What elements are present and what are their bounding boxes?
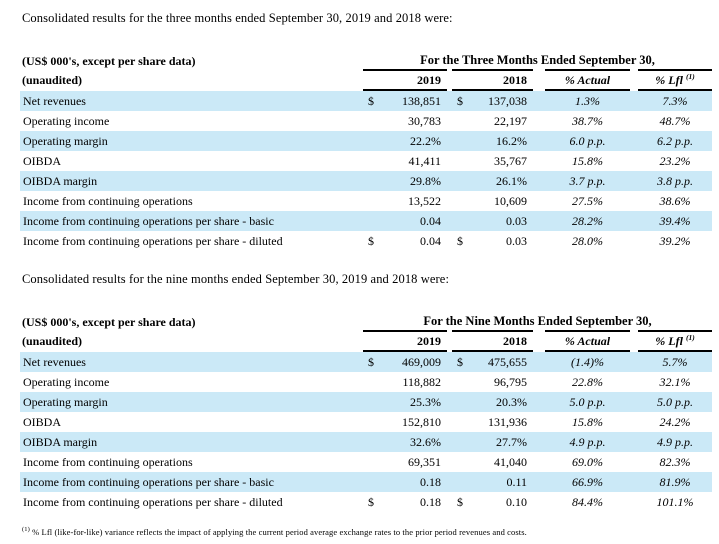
value-2018	[452, 472, 533, 492]
value-actual: (1.4)%	[571, 355, 604, 369]
cell-value: 137,038	[488, 94, 527, 108]
column-gap	[533, 191, 545, 211]
column-gap	[533, 492, 545, 512]
table-header-row-2	[20, 69, 712, 91]
column-gap	[533, 330, 545, 352]
value-lfl: 39.4%	[659, 214, 691, 228]
nine-months-section	[20, 272, 712, 512]
value-lfl: 6.2 p.p.	[657, 134, 693, 148]
units-caption: (US$ 000's, except per share data)	[22, 315, 196, 329]
table-row	[20, 492, 712, 512]
value-2018	[452, 392, 533, 412]
three-months-table-body	[20, 91, 712, 251]
column-gap	[533, 412, 545, 432]
column-gap	[630, 472, 638, 492]
value-2018	[452, 91, 533, 111]
period-span-header: For the Nine Months Ended September 30,	[423, 314, 652, 328]
row-label: Income from continuing operations per share - diluted	[23, 234, 283, 248]
cell-value: 0.18	[420, 475, 441, 489]
footnote-text: % Lfl (like-for-like) variance reflects the impact of applying the current period average exchange rates to the prior period revenues and costs.	[32, 527, 527, 537]
row-label: Operating margin	[23, 395, 108, 409]
column-gap	[533, 372, 545, 392]
value-2019	[363, 91, 447, 111]
row-label: Income from continuing operations per share - basic	[23, 214, 274, 228]
cell-value: 35,767	[494, 154, 527, 168]
table-row	[20, 352, 712, 372]
cell-value: 10,609	[494, 194, 527, 208]
table-row	[20, 211, 712, 231]
value-2018	[452, 171, 533, 191]
value-2018	[452, 131, 533, 151]
column-header-2018: 2018	[452, 69, 533, 91]
value-actual: 5.0 p.p.	[569, 395, 606, 409]
value-2018	[452, 231, 533, 251]
column-gap	[630, 191, 638, 211]
cell-value: 25.3%	[410, 395, 441, 409]
table-row	[20, 111, 712, 131]
cell-value: 0.04	[420, 214, 441, 228]
column-gap	[533, 231, 545, 251]
table-header-row-2	[20, 330, 712, 352]
value-actual: 15.8%	[572, 154, 603, 168]
value-2019	[363, 211, 447, 231]
nine-months-table-body	[20, 352, 712, 512]
cell-value: 20.3%	[496, 395, 527, 409]
table-header-row-1	[20, 312, 712, 330]
column-gap	[533, 111, 545, 131]
value-2019	[363, 472, 447, 492]
column-gap	[630, 330, 638, 352]
column-header-lfl: % Lfl $^{(1)}$	[638, 330, 712, 352]
value-actual: 6.0 p.p.	[569, 134, 606, 148]
row-label: Income from continuing operations	[23, 194, 193, 208]
cell-value: 138,851	[402, 94, 441, 108]
three-months-table	[20, 51, 712, 251]
row-label: Operating margin	[23, 134, 108, 148]
cell-value: 27.7%	[496, 435, 527, 449]
table-row	[20, 171, 712, 191]
three-months-section	[20, 11, 712, 251]
cell-value: 118,882	[402, 375, 441, 389]
row-label: Net revenues	[23, 355, 86, 369]
value-lfl: 23.2%	[659, 154, 691, 168]
cell-value: 152,810	[402, 415, 441, 429]
value-lfl: 82.3%	[659, 455, 691, 469]
value-2019	[363, 111, 447, 131]
value-lfl: 7.3%	[662, 94, 688, 108]
value-2018	[452, 452, 533, 472]
value-lfl: 5.7%	[662, 355, 688, 369]
value-2018	[452, 191, 533, 211]
table-row	[20, 392, 712, 412]
nine-months-intro: Consolidated results for the nine months ended September 30, 2019 and 2018 were:	[22, 272, 450, 286]
cell-value: 69,351	[408, 455, 441, 469]
cell-value: 32.6%	[410, 435, 441, 449]
table-row	[20, 151, 712, 171]
column-gap	[533, 211, 545, 231]
value-lfl: 24.2%	[659, 415, 691, 429]
value-lfl: 48.7%	[659, 114, 691, 128]
unaudited-caption: (unaudited)	[22, 334, 83, 348]
value-actual: 4.9 p.p.	[569, 435, 606, 449]
table-row	[20, 372, 712, 392]
value-actual: 38.7%	[572, 114, 603, 128]
table-row	[20, 191, 712, 211]
cell-value: 469,009	[402, 355, 441, 369]
column-gap	[630, 372, 638, 392]
value-2019	[363, 372, 447, 392]
value-2019	[363, 432, 447, 452]
value-2019	[363, 412, 447, 432]
cell-value: 0.18	[420, 495, 441, 509]
value-actual: 84.4%	[572, 495, 603, 509]
footnote-reference: (1)	[685, 333, 695, 342]
value-2019	[363, 131, 447, 151]
table-row	[20, 452, 712, 472]
value-2019	[363, 452, 447, 472]
cell-value: 0.11	[506, 475, 527, 489]
column-gap	[533, 432, 545, 452]
column-gap	[630, 352, 638, 372]
currency-symbol: $	[457, 234, 463, 248]
column-gap	[533, 392, 545, 412]
value-2018	[452, 432, 533, 452]
value-actual: 28.0%	[572, 234, 603, 248]
value-lfl: 5.0 p.p.	[657, 395, 693, 409]
cell-value: 29.8%	[410, 174, 441, 188]
value-2019	[363, 492, 447, 512]
column-gap	[533, 151, 545, 171]
period-span-header: For the Three Months Ended September 30,	[420, 53, 655, 67]
column-gap	[630, 211, 638, 231]
footnote-marker: (1)	[22, 526, 30, 534]
value-lfl: 39.2%	[659, 234, 691, 248]
footnote	[22, 527, 712, 538]
row-label: Income from continuing operations per share - basic	[23, 475, 274, 489]
units-caption: (US$ 000's, except per share data)	[22, 54, 196, 68]
value-2018	[452, 151, 533, 171]
column-header-actual: % Actual	[545, 69, 630, 91]
row-label: OIBDA margin	[23, 174, 98, 188]
value-lfl: 3.8 p.p.	[657, 174, 693, 188]
value-2018	[452, 111, 533, 131]
column-gap	[630, 171, 638, 191]
value-lfl: 4.9 p.p.	[657, 435, 693, 449]
nine-months-table	[20, 312, 712, 512]
column-gap	[533, 452, 545, 472]
column-gap	[630, 69, 638, 91]
row-label: Income from continuing operations	[23, 455, 193, 469]
value-actual: 3.7 p.p.	[569, 174, 606, 188]
table-row	[20, 472, 712, 492]
column-gap	[533, 352, 545, 372]
row-label: OIBDA	[23, 154, 61, 168]
value-lfl: 101.1%	[656, 495, 694, 509]
value-2018	[452, 372, 533, 392]
value-lfl: 81.9%	[659, 475, 691, 489]
column-gap	[630, 231, 638, 251]
cell-value: 41,411	[408, 154, 441, 168]
column-gap	[630, 432, 638, 452]
column-gap	[533, 69, 545, 91]
table-row	[20, 412, 712, 432]
column-gap	[630, 111, 638, 131]
currency-symbol: $	[457, 94, 463, 108]
table-header-row-1	[20, 51, 712, 69]
column-gap	[630, 452, 638, 472]
cell-value: 131,936	[488, 415, 527, 429]
row-label: Operating income	[23, 375, 110, 389]
value-2019	[363, 231, 447, 251]
row-label: OIBDA margin	[23, 435, 98, 449]
column-gap	[630, 392, 638, 412]
column-header-actual: % Actual	[545, 330, 630, 352]
value-2019	[363, 171, 447, 191]
cell-value: 30,783	[408, 114, 441, 128]
value-actual: 66.9%	[572, 475, 603, 489]
currency-symbol: $	[368, 495, 374, 509]
value-2019	[363, 191, 447, 211]
table-row	[20, 91, 712, 111]
cell-value: 0.04	[420, 234, 441, 248]
column-gap	[630, 131, 638, 151]
cell-value: 22.2%	[410, 134, 441, 148]
cell-value: 0.03	[506, 214, 527, 228]
column-header-2019: 2019	[363, 330, 447, 352]
value-2018	[452, 211, 533, 231]
column-gap	[630, 492, 638, 512]
column-gap	[630, 151, 638, 171]
column-gap	[630, 412, 638, 432]
row-label: Net revenues	[23, 94, 86, 108]
cell-value: 41,040	[494, 455, 527, 469]
currency-symbol: $	[457, 355, 463, 369]
value-actual: 27.5%	[572, 194, 603, 208]
table-row	[20, 131, 712, 151]
value-2018	[452, 412, 533, 432]
value-2018	[452, 492, 533, 512]
footnote-reference: (1)	[685, 72, 695, 81]
row-label: Operating income	[23, 114, 110, 128]
value-2019	[363, 151, 447, 171]
cell-value: 475,655	[488, 355, 527, 369]
value-lfl: 32.1%	[659, 375, 691, 389]
column-header-2019: 2019	[363, 69, 447, 91]
column-gap	[533, 91, 545, 111]
table-row	[20, 231, 712, 251]
three-months-intro: Consolidated results for the three months ended September 30, 2019 and 2018 were:	[22, 11, 453, 25]
value-actual: 1.3%	[575, 94, 600, 108]
value-2019	[363, 352, 447, 372]
cell-value: 0.10	[506, 495, 527, 509]
column-header-lfl: % Lfl $^{(1)}$	[638, 69, 712, 91]
value-actual: 28.2%	[572, 214, 603, 228]
cell-value: 96,795	[494, 375, 527, 389]
row-label: OIBDA	[23, 415, 61, 429]
table-row	[20, 432, 712, 452]
value-actual: 15.8%	[572, 415, 603, 429]
unaudited-caption: (unaudited)	[22, 73, 83, 87]
currency-symbol: $	[368, 234, 374, 248]
cell-value: 26.1%	[496, 174, 527, 188]
value-actual: 69.0%	[572, 455, 603, 469]
column-gap	[533, 472, 545, 492]
value-actual: 22.8%	[572, 375, 603, 389]
cell-value: 0.03	[506, 234, 527, 248]
row-label: Income from continuing operations per share - diluted	[23, 495, 283, 509]
column-gap	[533, 131, 545, 151]
column-gap	[630, 91, 638, 111]
currency-symbol: $	[368, 355, 374, 369]
cell-value: 13,522	[408, 194, 441, 208]
column-gap	[533, 171, 545, 191]
cell-value: 16.2%	[496, 134, 527, 148]
currency-symbol: $	[457, 495, 463, 509]
column-header-2018: 2018	[452, 330, 533, 352]
value-lfl: 38.6%	[659, 194, 691, 208]
currency-symbol: $	[368, 94, 374, 108]
cell-value: 22,197	[494, 114, 527, 128]
value-2019	[363, 392, 447, 412]
value-2018	[452, 352, 533, 372]
